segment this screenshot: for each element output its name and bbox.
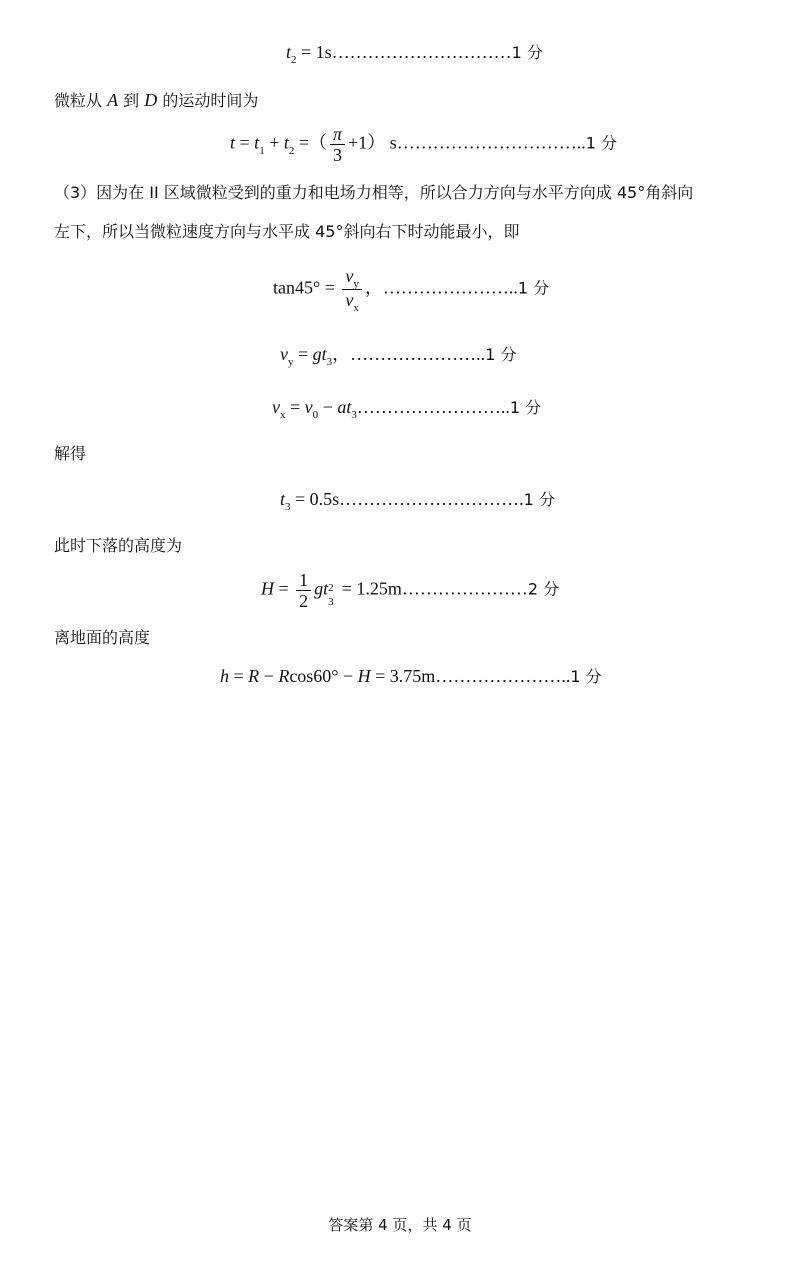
var-at: at	[337, 397, 352, 417]
sub-0: 0	[312, 409, 319, 421]
var-t: t	[280, 489, 286, 509]
equation-H	[261, 570, 559, 611]
sub-y: y	[288, 356, 294, 368]
equals: =	[229, 666, 249, 686]
equals: =	[274, 578, 294, 599]
value: = 1.25m	[337, 578, 402, 599]
score: 2 分	[527, 579, 560, 599]
sub-3: 3	[285, 501, 291, 513]
para3-line2: 左下，所以当微粒速度方向与水平成 45°斜向右下时动能最小，即	[54, 222, 520, 241]
leader-dots: …………………..	[435, 666, 571, 686]
fraction-pi-3	[330, 124, 345, 165]
leader-dots: …………………	[401, 578, 528, 599]
leader-dots: …………………..	[382, 277, 518, 298]
var-v0: v	[304, 397, 313, 417]
sub: 2	[288, 144, 295, 157]
plus: +	[264, 132, 284, 153]
equation-vy	[280, 343, 516, 368]
leader-dots: …………………………..	[396, 132, 586, 153]
equation-h	[220, 665, 602, 688]
numerator: π	[330, 124, 345, 145]
denominator: 3	[333, 145, 343, 165]
sub-3: 3	[351, 409, 357, 421]
tail: +1）	[348, 132, 386, 153]
var-R: R	[278, 666, 290, 686]
cos60: cos60° −	[289, 666, 358, 686]
fraction-vy-vx	[342, 266, 362, 313]
equals: =	[293, 344, 313, 364]
sub: 1	[259, 144, 265, 157]
value: = 0.5s	[290, 489, 340, 509]
sup-2: 2	[328, 581, 334, 594]
minus: −	[318, 397, 338, 417]
denominator	[342, 290, 362, 313]
value: = 3.75m	[370, 666, 436, 686]
sub-3: 3	[326, 356, 333, 368]
tan45: tan45° =	[273, 277, 340, 298]
var-t2: t	[283, 132, 289, 153]
score: 1 分	[509, 398, 542, 417]
point-a: A	[107, 90, 119, 110]
equation-vx	[272, 396, 541, 421]
var-R: R	[248, 666, 260, 686]
text-part: 到	[118, 91, 145, 110]
equation-total-time	[230, 124, 617, 165]
var-v: v	[272, 397, 280, 417]
text-part: 微粒从	[54, 91, 108, 110]
var-t: t	[230, 132, 236, 153]
sub-2: 2	[291, 54, 297, 66]
leader-dots: …………………………	[331, 42, 512, 62]
comma: ，	[364, 277, 383, 298]
numerator	[342, 266, 362, 290]
equation-tan45	[273, 266, 549, 313]
var-t1: t	[254, 132, 260, 153]
numerator: 1	[296, 570, 311, 591]
sub-sup	[328, 581, 337, 608]
denominator: 2	[299, 591, 309, 611]
fraction-half	[296, 570, 311, 611]
var-v: v	[345, 290, 354, 310]
var-v: v	[345, 266, 354, 286]
score: 1 分	[511, 43, 543, 62]
equals: =	[285, 397, 305, 417]
sub-3: 3	[328, 595, 334, 608]
var-t: t	[286, 42, 292, 62]
var-gt: gt	[312, 344, 327, 364]
sub-x: x	[280, 409, 286, 421]
point-d: D	[144, 90, 158, 110]
comma: ，	[332, 344, 351, 364]
var-H: H	[261, 578, 274, 599]
leader-dots: …………………..	[350, 344, 486, 364]
equals-paren: =（	[294, 132, 328, 153]
text-part: 的运动时间为	[157, 91, 259, 110]
minus: −	[259, 666, 279, 686]
var-v: v	[280, 344, 288, 364]
var-H: H	[357, 666, 371, 686]
equation-t2	[286, 41, 543, 66]
page-footer: 答案第 4 页，共 4 页	[328, 1216, 472, 1234]
score: 1 分	[523, 490, 555, 509]
score: 1 分	[517, 278, 550, 298]
var-h: h	[220, 666, 229, 686]
fall-label: 此时下落的高度为	[54, 536, 183, 555]
solve-label: 解得	[54, 444, 87, 463]
leader-dots: ………………………….	[339, 489, 524, 509]
ground-label: 离地面的高度	[54, 628, 151, 647]
score: 1 分	[485, 345, 517, 364]
score: 1 分	[570, 667, 602, 686]
equation-t3	[280, 488, 555, 513]
para3-line1: （3）因为在 II 区域微粒受到的重力和电场力相等，所以合力方向与水平方向成 45°角斜向	[54, 183, 694, 202]
equals: =	[235, 132, 255, 153]
sub-y: y	[353, 278, 359, 290]
score: 1 分	[585, 133, 617, 153]
value: = 1s	[296, 42, 332, 62]
var-gt: gt	[314, 578, 329, 599]
unit: s	[385, 132, 397, 153]
leader-dots: ……………………..	[356, 397, 510, 417]
text-a-to-d	[54, 89, 258, 112]
sub-x: x	[353, 302, 359, 314]
